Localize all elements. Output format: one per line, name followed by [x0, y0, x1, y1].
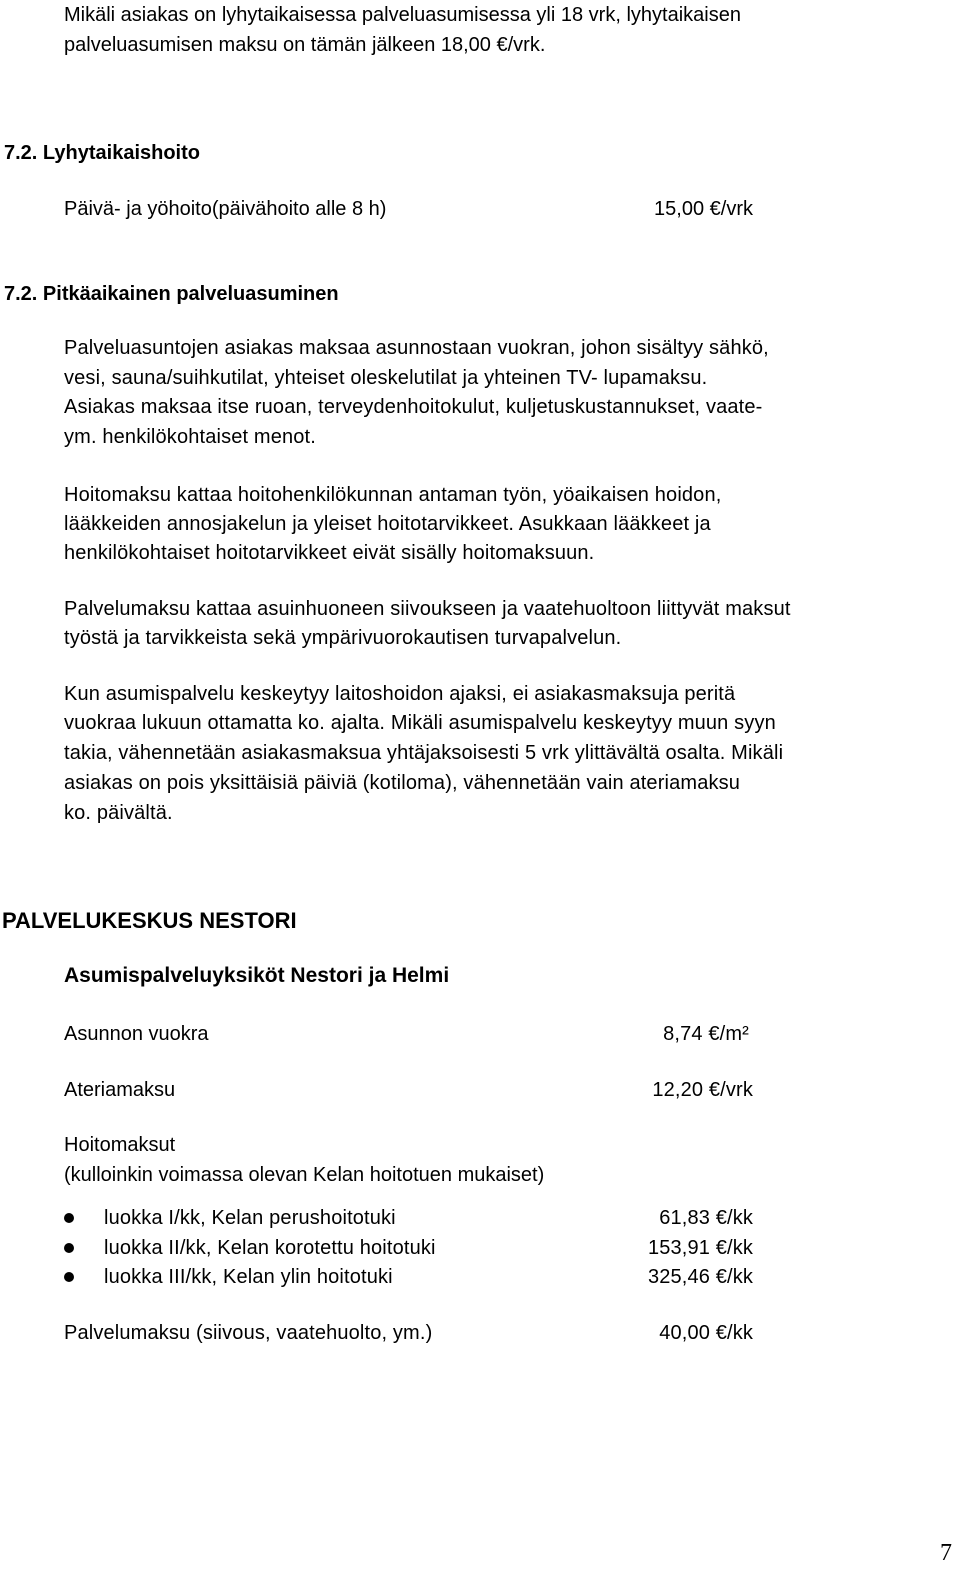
- paragraph-care-fee-line: Hoitomaksu kattaa hoitohenkilökunnan antaman työn, yöaikaisen hoidon,: [64, 484, 722, 506]
- paragraph-interruption-line: asiakas on pois yksittäisiä päiviä (kotiloma), vähennetään vain ateriamaksu: [64, 772, 741, 794]
- paragraph-care-fee-line: lääkkeiden annosjakelun ja yleiset hoitotarvikkeet. Asukkaan lääkkeet ja: [64, 513, 711, 535]
- service-fee-price: 40,00 €/kk: [659, 1322, 753, 1344]
- paragraph-rent-line: Asiakas maksaa itse ruoan, terveydenhoitokulut, kuljetuskustannukset, vaate-: [64, 396, 763, 418]
- paragraph-rent-line: ym. henkilökohtaiset menot.: [64, 426, 316, 448]
- care-class-label: luokka I/kk, Kelan perushoitotuki: [104, 1207, 396, 1229]
- day-night-care-label: Päivä- ja yöhoito(päivähoito alle 8 h): [64, 198, 387, 220]
- care-class-price: 153,91 €/kk: [647, 1237, 753, 1259]
- paragraph-interruption-line: vuokraa lukuun ottamatta ko. ajalta. Mikäli asumispalvelu keskeytyy muun syyn: [64, 712, 776, 734]
- paragraph-interruption-line: Kun asumispalvelu keskeytyy laitoshoidon ajaksi, ei asiakasmaksuja peritä: [64, 683, 736, 705]
- day-night-care-price: 15,00 €/vrk: [654, 198, 753, 220]
- bullet-icon: [64, 1243, 74, 1253]
- section-heading-short-term: 7.2. Lyhytaikaishoito: [4, 142, 200, 164]
- bullet-icon: [64, 1213, 74, 1223]
- care-class-label: luokka II/kk, Kelan korotettu hoitotuki: [104, 1237, 436, 1259]
- page-number: 7: [940, 1540, 952, 1566]
- nestori-subheading: Asumispalveluyksiköt Nestori ja Helmi: [64, 964, 450, 987]
- paragraph-interruption-line: ko. päivältä.: [64, 802, 173, 824]
- paragraph-service-fee-line: työstä ja tarvikkeista sekä ympärivuorokautisen turvapalvelun.: [64, 627, 622, 649]
- paragraph-interruption-line: takia, vähennetään asiakasmaksua yhtäjaksoisesti 5 vrk ylittävältä osalta. Mikäli: [64, 742, 784, 764]
- care-class-price: 61,83 €/kk: [659, 1207, 753, 1229]
- care-fees-label: Hoitomaksut: [64, 1134, 176, 1156]
- care-class-label: luokka III/kk, Kelan ylin hoitotuki: [104, 1266, 393, 1288]
- meal-label: Ateriamaksu: [64, 1079, 176, 1101]
- intro-line-2: palveluasumisen maksu on tämän jälkeen 18,00 €/vrk.: [64, 34, 546, 56]
- intro-line-1: Mikäli asiakas on lyhytaikaisessa palveluasumisessa yli 18 vrk, lyhytaikaisen: [64, 4, 741, 26]
- rent-price: 8,74 €/m²: [663, 1023, 749, 1045]
- paragraph-service-fee-line: Palvelumaksu kattaa asuinhuoneen siivoukseen ja vaatehuoltoon liittyvät maksut: [64, 598, 791, 620]
- service-fee-label: Palvelumaksu (siivous, vaatehuolto, ym.): [64, 1322, 433, 1344]
- paragraph-rent-line: vesi, sauna/suihkutilat, yhteiset oleskelutilat ja yhteinen TV- lupamaksu.: [64, 367, 708, 389]
- paragraph-care-fee-line: henkilökohtaiset hoitotarvikkeet eivät sisälly hoitomaksuun.: [64, 542, 595, 564]
- rent-label: Asunnon vuokra: [64, 1023, 209, 1045]
- section-heading-long-term: 7.2. Pitkäaikainen palveluasuminen: [4, 283, 339, 305]
- care-class-price: 325,46 €/kk: [647, 1266, 753, 1288]
- paragraph-rent-line: Palveluasuntojen asiakas maksaa asunnostaan vuokran, johon sisältyy sähkö,: [64, 337, 769, 359]
- nestori-heading: PALVELUKESKUS NESTORI: [2, 908, 297, 933]
- meal-price: 12,20 €/vrk: [652, 1079, 753, 1101]
- bullet-icon: [64, 1272, 74, 1282]
- care-fees-note: (kulloinkin voimassa olevan Kelan hoitotuen mukaiset): [64, 1164, 545, 1186]
